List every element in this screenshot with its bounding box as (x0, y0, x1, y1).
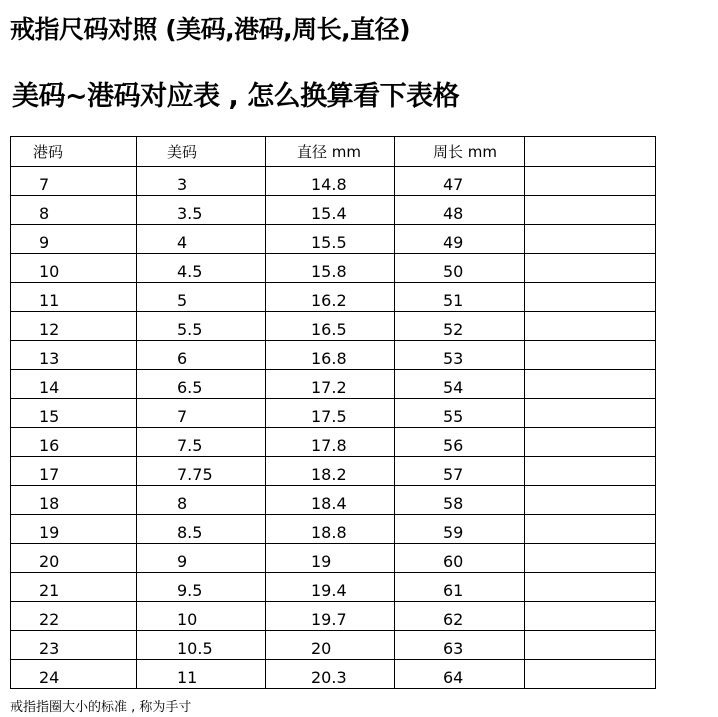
cell-diameter: 17.2 (266, 370, 395, 399)
cell-circumference: 60 (395, 544, 525, 573)
cell-circumference: 64 (395, 660, 525, 689)
table-row (11, 602, 656, 631)
table-row (11, 631, 656, 660)
table-row (11, 573, 656, 602)
cell-us-size: 5.5 (137, 312, 266, 341)
cell-us-size: 9 (137, 544, 266, 573)
cell-empty (525, 660, 656, 689)
cell-diameter: 17.5 (266, 399, 395, 428)
cell-hk-size: 15 (11, 399, 137, 428)
cell-empty (525, 312, 656, 341)
cell-circumference: 53 (395, 341, 525, 370)
header-cell-circumference: 周长 mm (395, 137, 525, 167)
table-row (11, 515, 656, 544)
cell-us-size: 7.5 (137, 428, 266, 457)
header-cell-hk-size: 港码 (11, 137, 137, 167)
cell-empty (525, 428, 656, 457)
cell-diameter: 15.5 (266, 225, 395, 254)
page-title: 戒指尺码对照 (美码,港码,周长,直径) (10, 15, 411, 44)
table-row (11, 341, 656, 370)
cell-us-size: 4 (137, 225, 266, 254)
cell-us-size: 10.5 (137, 631, 266, 660)
header-cell-diameter: 直径 mm (266, 137, 395, 167)
header-cell-empty (525, 137, 656, 167)
cell-circumference: 58 (395, 486, 525, 515)
table-row (11, 660, 656, 689)
cell-circumference: 48 (395, 196, 525, 225)
cell-diameter: 15.4 (266, 196, 395, 225)
cell-hk-size: 8 (11, 196, 137, 225)
cell-diameter: 17.8 (266, 428, 395, 457)
cell-diameter: 18.2 (266, 457, 395, 486)
cell-hk-size: 18 (11, 486, 137, 515)
cell-circumference: 61 (395, 573, 525, 602)
cell-circumference: 56 (395, 428, 525, 457)
cell-circumference: 57 (395, 457, 525, 486)
cell-empty (525, 515, 656, 544)
cell-circumference: 50 (395, 254, 525, 283)
cell-diameter: 19 (266, 544, 395, 573)
cell-us-size: 3 (137, 167, 266, 196)
table-row (11, 283, 656, 312)
table-row (11, 196, 656, 225)
table-row (11, 370, 656, 399)
cell-empty (525, 399, 656, 428)
cell-diameter: 19.4 (266, 573, 395, 602)
cell-empty (525, 254, 656, 283)
cell-diameter: 15.8 (266, 254, 395, 283)
cell-circumference: 59 (395, 515, 525, 544)
cell-empty (525, 631, 656, 660)
cell-empty (525, 457, 656, 486)
cell-us-size: 8 (137, 486, 266, 515)
cell-us-size: 9.5 (137, 573, 266, 602)
cell-diameter: 20 (266, 631, 395, 660)
cell-diameter: 18.8 (266, 515, 395, 544)
cell-diameter: 16.8 (266, 341, 395, 370)
cell-circumference: 62 (395, 602, 525, 631)
cell-empty (525, 602, 656, 631)
table-row (11, 428, 656, 457)
cell-hk-size: 13 (11, 341, 137, 370)
cell-hk-size: 19 (11, 515, 137, 544)
cell-us-size: 8.5 (137, 515, 266, 544)
cell-us-size: 3.5 (137, 196, 266, 225)
cell-us-size: 5 (137, 283, 266, 312)
table-header-row (11, 137, 656, 167)
cell-hk-size: 16 (11, 428, 137, 457)
table-row (11, 486, 656, 515)
cell-circumference: 47 (395, 167, 525, 196)
cell-empty (525, 486, 656, 515)
table-row (11, 254, 656, 283)
cell-circumference: 49 (395, 225, 525, 254)
cell-empty (525, 370, 656, 399)
cell-us-size: 7 (137, 399, 266, 428)
table-row (11, 457, 656, 486)
cell-hk-size: 20 (11, 544, 137, 573)
cell-empty (525, 283, 656, 312)
cell-circumference: 63 (395, 631, 525, 660)
cell-diameter: 14.8 (266, 167, 395, 196)
page-subtitle: 美码~港码对应表 , 怎么换算看下表格 (12, 81, 460, 112)
ring-size-table (10, 136, 656, 689)
header-cell-us-size: 美码 (137, 137, 266, 167)
cell-us-size: 7.75 (137, 457, 266, 486)
cell-diameter: 18.4 (266, 486, 395, 515)
cell-hk-size: 23 (11, 631, 137, 660)
table-row (11, 167, 656, 196)
cell-us-size: 10 (137, 602, 266, 631)
table-row (11, 544, 656, 573)
cell-us-size: 11 (137, 660, 266, 689)
footer-note: 戒指指圈大小的标准 , 称为手寸 (10, 700, 192, 715)
cell-us-size: 4.5 (137, 254, 266, 283)
cell-empty (525, 341, 656, 370)
cell-empty (525, 225, 656, 254)
cell-diameter: 16.2 (266, 283, 395, 312)
cell-hk-size: 21 (11, 573, 137, 602)
cell-circumference: 51 (395, 283, 525, 312)
table-row (11, 399, 656, 428)
cell-hk-size: 7 (11, 167, 137, 196)
cell-empty (525, 167, 656, 196)
table-row (11, 312, 656, 341)
cell-hk-size: 12 (11, 312, 137, 341)
cell-hk-size: 11 (11, 283, 137, 312)
cell-us-size: 6 (137, 341, 266, 370)
cell-us-size: 6.5 (137, 370, 266, 399)
cell-diameter: 20.3 (266, 660, 395, 689)
table-row (11, 225, 656, 254)
cell-circumference: 55 (395, 399, 525, 428)
cell-empty (525, 544, 656, 573)
cell-empty (525, 196, 656, 225)
cell-hk-size: 24 (11, 660, 137, 689)
cell-circumference: 54 (395, 370, 525, 399)
cell-hk-size: 9 (11, 225, 137, 254)
cell-hk-size: 14 (11, 370, 137, 399)
cell-hk-size: 17 (11, 457, 137, 486)
cell-diameter: 19.7 (266, 602, 395, 631)
cell-diameter: 16.5 (266, 312, 395, 341)
cell-circumference: 52 (395, 312, 525, 341)
table-body (11, 137, 656, 689)
cell-hk-size: 22 (11, 602, 137, 631)
cell-hk-size: 10 (11, 254, 137, 283)
cell-empty (525, 573, 656, 602)
